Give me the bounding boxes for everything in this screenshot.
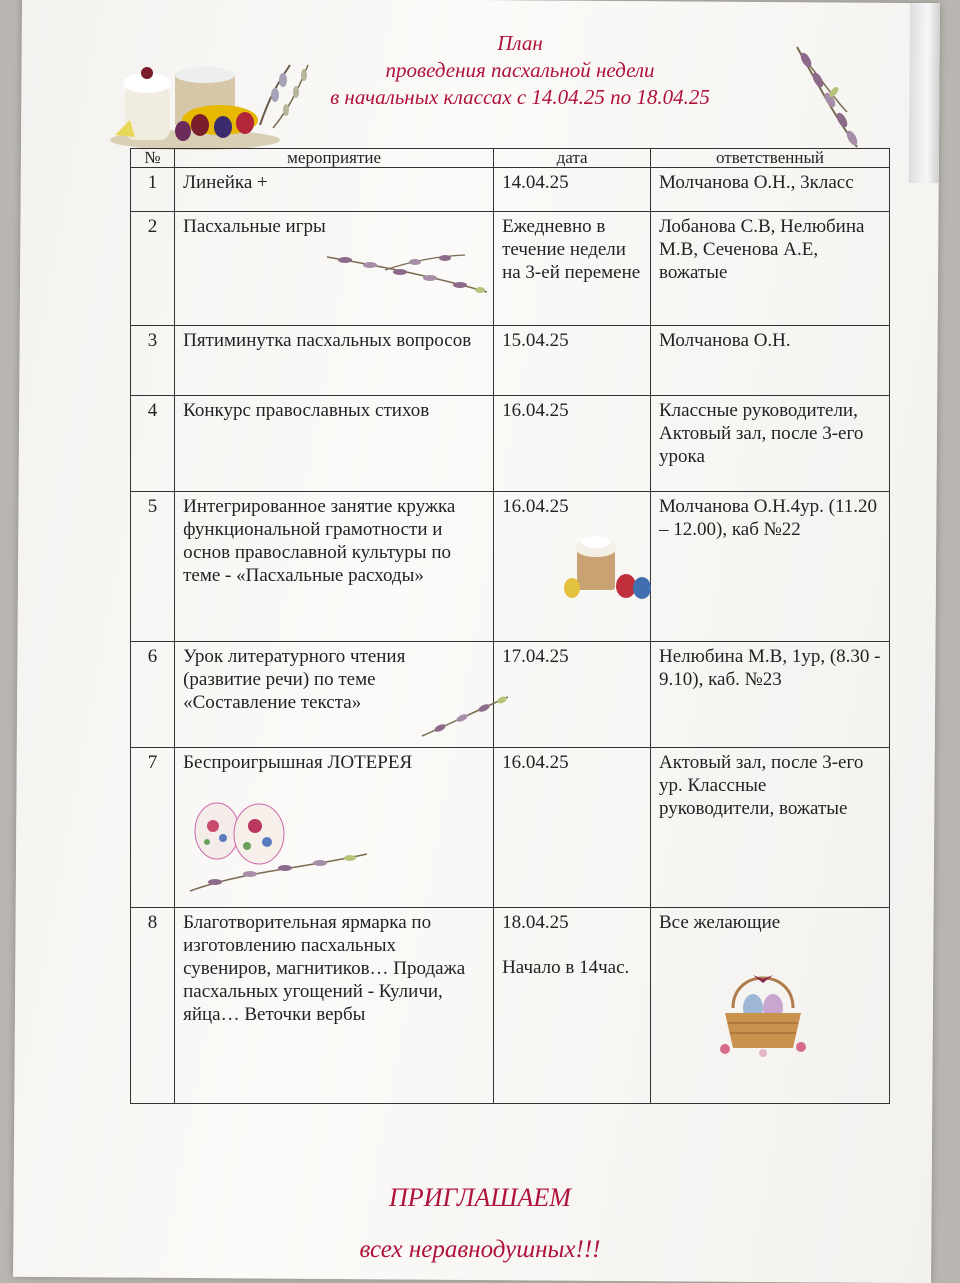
row-date-note: Начало в 14час. (502, 957, 630, 978)
row-number: 1 (131, 168, 175, 212)
table-row (131, 492, 890, 642)
title-line-2: проведения пасхальной недели (385, 58, 655, 82)
row-event: Пятиминутка пасхальных вопросов (175, 326, 494, 396)
row-date: 16.04.25 (502, 496, 569, 517)
row-responsible: Лобанова С.В, Нелюбина М.В, Сеченова А.Е, вожатые (651, 212, 890, 326)
row-number: 3 (131, 326, 175, 396)
row-responsible: Молчанова О.Н., 3класс (651, 168, 890, 212)
row-date-cell (494, 908, 651, 1104)
column-header-number: № (131, 149, 175, 168)
table-row (131, 168, 890, 212)
row-responsible: Все желающие (659, 912, 781, 933)
row-number: 5 (131, 492, 175, 642)
row-responsible: Молчанова О.Н.4ур. (11.20 – 12.00), каб №22 (651, 492, 890, 642)
row-event: Линейка + (175, 168, 494, 212)
easter-basket-illustration (713, 963, 813, 1058)
row-date-cell (494, 492, 651, 642)
row-event-cell (175, 748, 494, 908)
invitation-heading: ПРИГЛАШАЕМ (389, 1183, 571, 1212)
willow-branch-icon (325, 252, 490, 297)
row-date: 18.04.25 (502, 912, 569, 933)
row-event: Интегрированное занятие кружка функциональной грамотности и основ православной культуры по теме - «Пасхальные расходы» (175, 492, 494, 642)
row-event-cell (175, 642, 494, 748)
column-header-responsible: ответственный (651, 149, 890, 168)
kulich-eggs-illustration (562, 530, 662, 600)
title-line-3: в начальных классах с 14.04.25 по 18.04.25 (330, 85, 710, 109)
events-table (130, 148, 890, 1104)
row-number: 8 (131, 908, 175, 1104)
column-header-date: дата (494, 149, 651, 168)
table-row (131, 642, 890, 748)
row-responsible: Молчанова О.Н. (651, 326, 890, 396)
title-line-1: План (497, 31, 543, 55)
row-event: Урок литературного чтения (развитие речи) по теме «Составление текста» (183, 646, 406, 713)
table-row (131, 396, 890, 492)
row-event: Конкурс православных стихов (175, 396, 494, 492)
row-date: 15.04.25 (494, 326, 651, 396)
row-number: 6 (131, 642, 175, 748)
row-date: 16.04.25 (494, 748, 651, 908)
column-header-event: мероприятие (175, 149, 494, 168)
invitation-subheading: всех неравнодушных!!! (359, 1236, 601, 1263)
row-event-cell (175, 212, 494, 326)
row-number: 7 (131, 748, 175, 908)
table-row (131, 908, 890, 1104)
row-number: 4 (131, 396, 175, 492)
row-responsible: Нелюбина М.В, 1ур, (8.30 - 9.10), каб. №23 (651, 642, 890, 748)
table-row (131, 212, 890, 326)
table-header-row (131, 149, 890, 168)
row-responsible: Актовый зал, после 3-его ур. Классные руководители, вожатые (651, 748, 890, 908)
row-responsible: Классные руководители, Актовый зал, после 3-его урока (651, 396, 890, 492)
row-event: Беспроигрышная ЛОТЕРЕЯ (183, 752, 413, 773)
table-row (131, 748, 890, 908)
row-date: 14.04.25 (494, 168, 651, 212)
row-event: Пасхальные игры (183, 216, 326, 237)
willow-branch-icon (420, 694, 510, 739)
row-responsible-cell (651, 908, 890, 1104)
row-number: 2 (131, 212, 175, 326)
painted-eggs-illustration (185, 796, 370, 901)
row-event: Благотворительная ярмарка по изготовлению пасхальных сувениров, магнитиков… Продажа пасхальных угощений - Куличи, яйца… Веточки вербы (175, 908, 494, 1104)
table-row (131, 326, 890, 396)
row-date: Ежедневно в течение недели на 3-ей перемене (494, 212, 651, 326)
paper-stack-edge (909, 3, 940, 183)
row-date: 17.04.25 (494, 642, 651, 748)
willow-branch-icon (792, 42, 862, 152)
row-date: 16.04.25 (494, 396, 651, 492)
page-title (260, 30, 780, 111)
